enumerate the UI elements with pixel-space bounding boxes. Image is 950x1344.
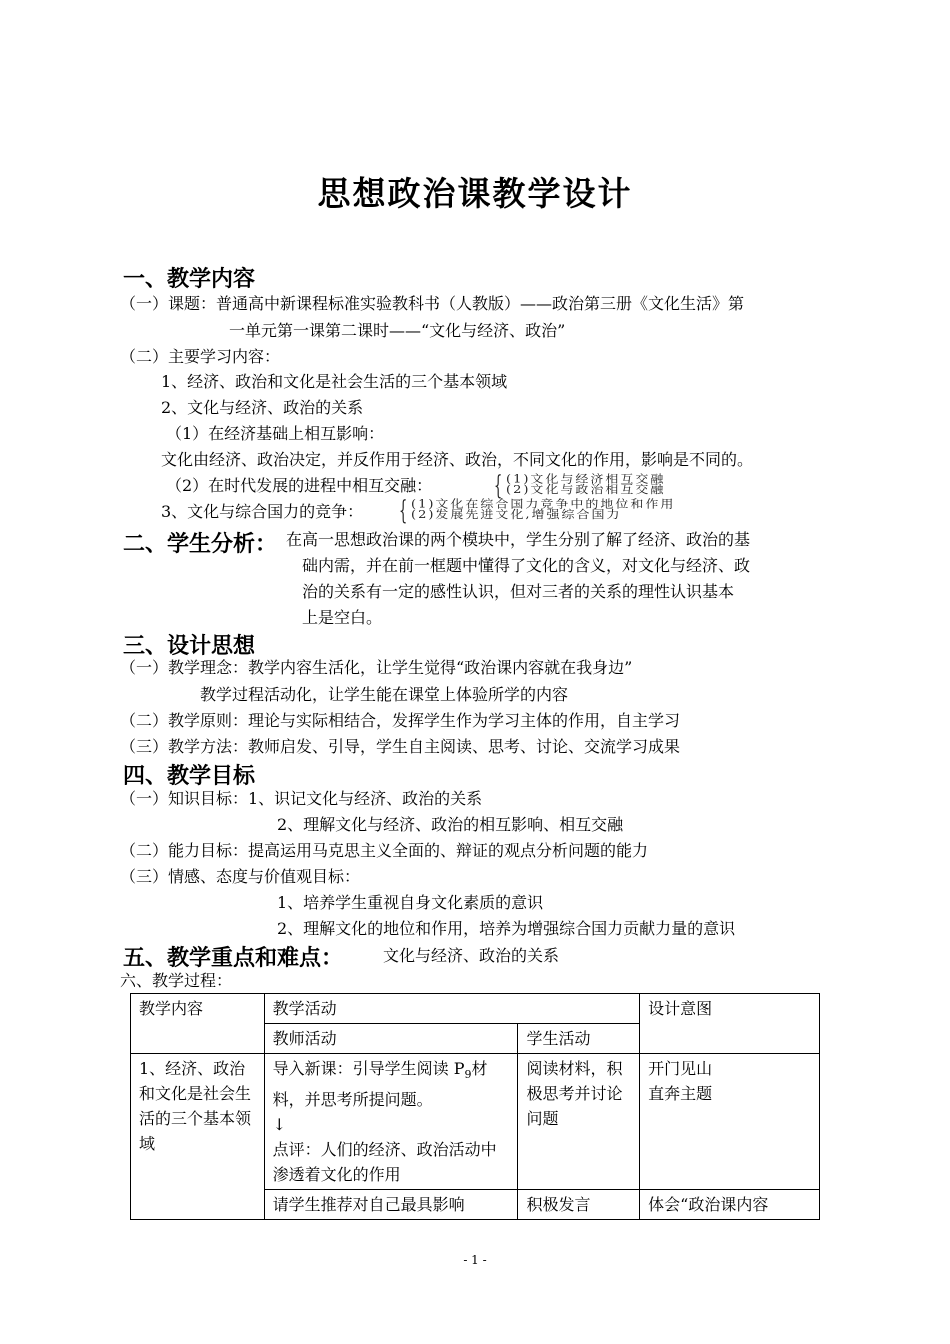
cell-student: 阅读材料，积极思考并讨论问题 [518,1054,640,1190]
header-activity: 教学活动 [264,994,640,1024]
cell-content: 1、经济、政治和文化是社会生活的三个基本领域 [131,1054,265,1220]
section-heading-content: 一、教学内容 [123,267,256,292]
cell-student: 积极发言 [518,1190,640,1220]
student-analysis-line-3: 治的关系有一定的感性认识，但对三者的关系的理性认识基本 [302,582,735,601]
cell-teacher [264,1054,518,1190]
teacher-text-c: 点评：人们的经济、政治活动中渗透着文化的作用 [272,1140,497,1185]
brace-item: (1)文化在综合国力竞争中的地位和作用 [411,498,676,512]
goal-knowledge: （一）知识目标：1、识记文化与经济、政治的关系 [120,789,483,808]
brace-item: (1)文化与经济相互交融 [506,473,666,487]
goal-emotion: （三）情感、态度与价值观目标： [120,867,361,886]
content-item-1: 1、经济、政治和文化是社会生活的三个基本领域 [161,372,508,391]
content-item-3: 3、文化与综合国力的竞争： [161,502,364,521]
brace-item: (2)发展先进文化,增强综合国力 [411,508,622,522]
brace-list-2b: { (1)文化与经济相互交融 (2)文化与政治相互交融 [494,471,666,501]
cell-teacher: 请学生推荐对自己最具影响 [264,1190,518,1220]
process-table [130,993,820,1220]
table-row [131,1054,820,1190]
section-heading-design: 三、设计思想 [123,634,256,659]
header-content: 教学内容 [131,994,265,1054]
cell-intent [640,1054,820,1190]
page-number: - 1 - [463,1253,487,1267]
section-heading-focus: 五、教学重点和难点： [123,946,344,971]
intent-line-1: 开门见山 [648,1059,713,1078]
goal-emotion-2: 2、理解文化的地位和作用，培养为增强综合国力贡献力量的意识 [277,919,736,938]
brace-item: (2)文化与政治相互交融 [506,483,666,497]
goal-ability: （二）能力目标：提高运用马克思主义全面的、辩证的观点分析问题的能力 [120,841,649,860]
student-analysis-line-2: 础内需，并在前一框题中懂得了文化的含义，对文化与经济、政 [302,556,751,575]
down-arrow-icon: ↓ [272,1115,287,1135]
header-intent: 设计意图 [640,994,820,1054]
content-item-2a: （1）在经济基础上相互影响： [166,424,385,443]
header-teacher: 教师活动 [264,1024,518,1054]
section-heading-students: 二、学生分析： [123,532,278,557]
goal-emotion-1: 1、培养学生重视自身文化素质的意识 [277,893,544,912]
content-item-2b: （2）在时代发展的进程中相互交融： [166,476,433,495]
student-analysis-line-1: 在高一思想政治课的两个模块中，学生分别了解了经济、政治的基 [286,530,751,549]
header-student: 学生活动 [518,1024,640,1054]
main-content-label: （二）主要学习内容： [120,347,281,366]
design-method: （三）教学方法：教师启发、引导，学生自主阅读、思考、讨论、交流学习成果 [120,737,681,756]
teacher-text-b: 材料，并思考所提问题。 [272,1059,488,1110]
student-analysis-line-4: 上是空白。 [302,608,383,627]
content-item-2a-text: 文化由经济、政治决定，并反作用于经济、政治，不同文化的作用，影响是不同的。 [161,450,754,469]
page-title: 思想政治课教学设计 [317,174,633,213]
brace-list-3: { (1)文化在综合国力竞争中的地位和作用 (2)发展先进文化,增强综合国力 [399,496,676,526]
focus-text: 文化与经济、政治的关系 [383,946,560,965]
teacher-subscript: 9 [464,1068,472,1082]
topic-line-2: 一单元第一课第二课时——“文化与经济、政治” [229,321,566,340]
section-heading-goals: 四、教学目标 [123,764,256,789]
topic-line-1: （一）课题：普通高中新课程标准实验教科书（人教版）——政治第三册《文化生活》第 [120,294,745,313]
table-row [131,994,820,1024]
teacher-text-a: 导入新课：引导学生阅读 P [272,1059,465,1078]
goal-knowledge-2: 2、理解文化与经济、政治的相互影响、相互交融 [277,815,624,834]
section-heading-process: 六、教学过程： [120,971,233,990]
design-idea-1b: 教学过程活动化，让学生能在课堂上体验所学的内容 [200,685,569,704]
design-idea-1: （一）教学理念：教学内容生活化，让学生觉得“政治课内容就在我身边” [120,658,633,677]
design-principle: （二）教学原则：理论与实际相结合，发挥学生作为学习主体的作用，自主学习 [120,711,681,730]
intent-line-2: 直奔主题 [648,1084,713,1103]
content-item-2: 2、文化与经济、政治的关系 [161,398,364,417]
cell-intent: 体会“政治课内容 [640,1190,820,1220]
